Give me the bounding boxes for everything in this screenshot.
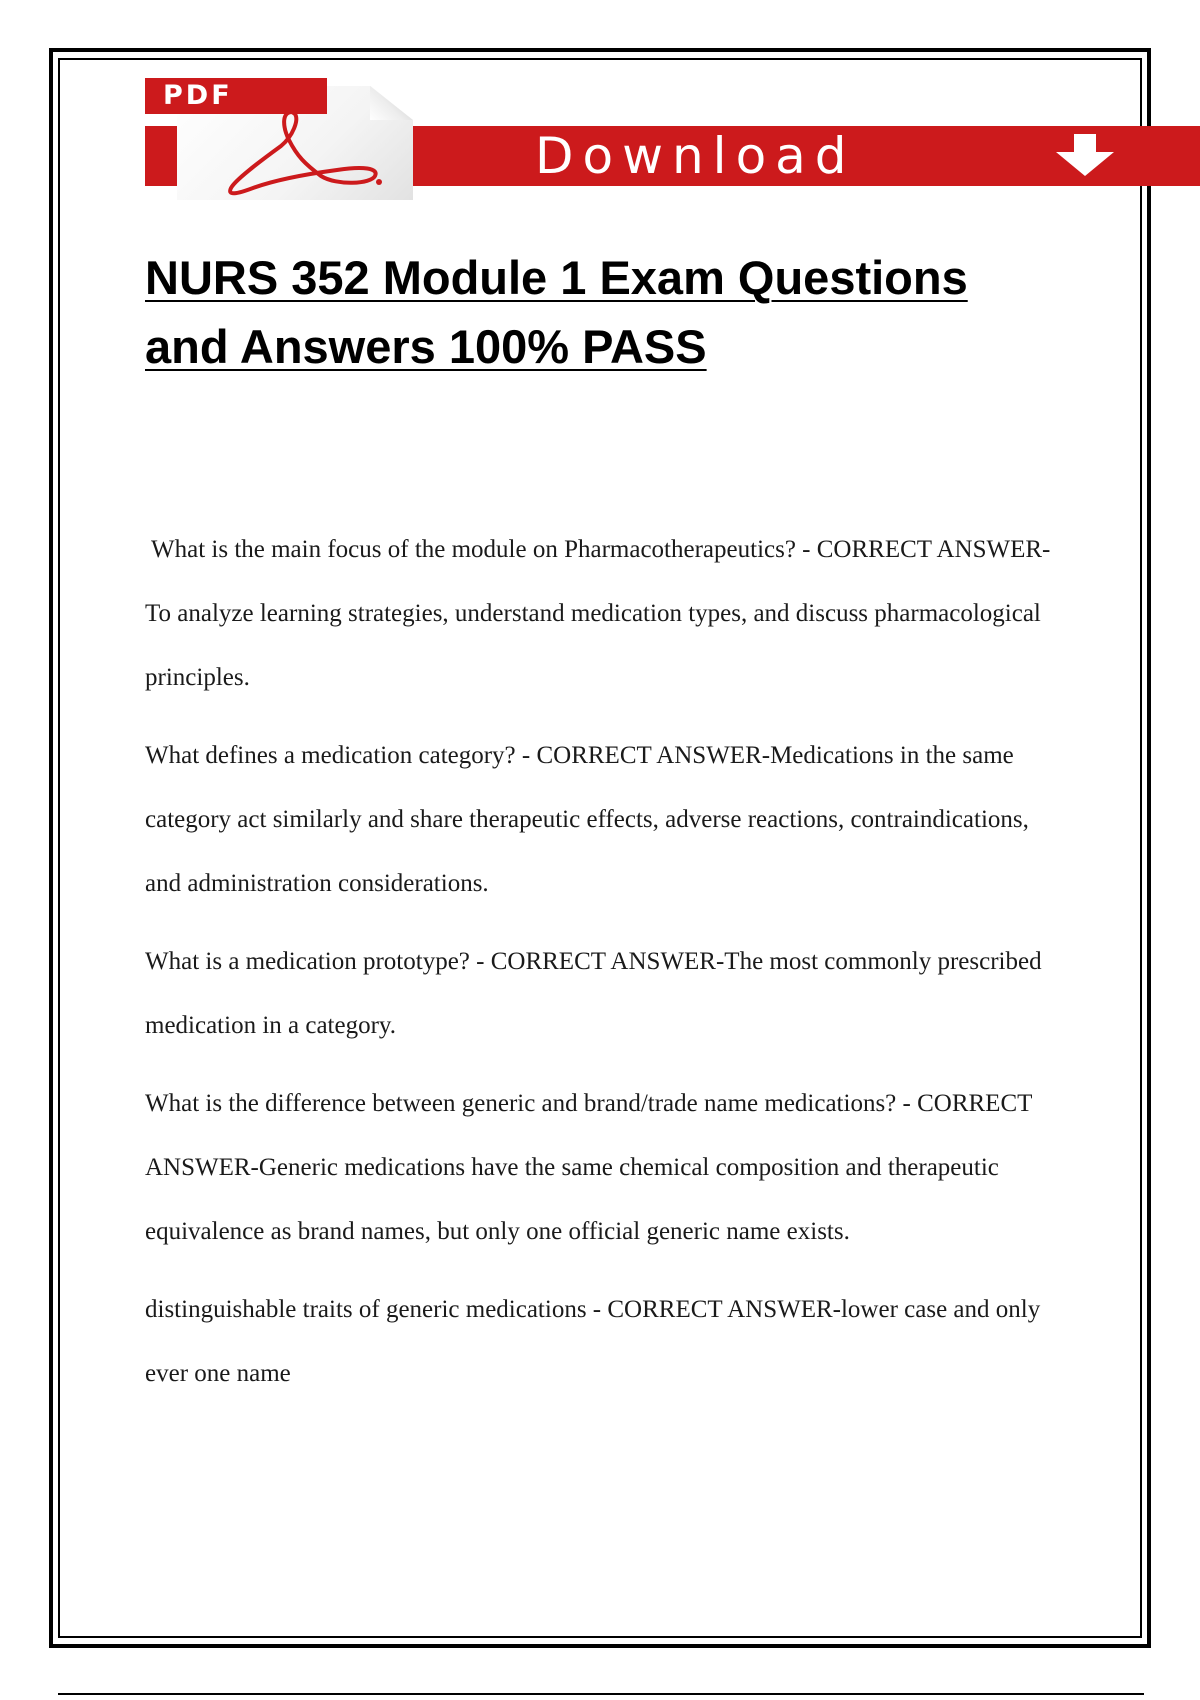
download-label[interactable]: Download [535, 127, 856, 185]
qa-item: distinguishable traits of generic medications - CORRECT ANSWER-lower case and only ever one name [145, 1296, 1041, 1387]
qa-item: What defines a medication category? - CORRECT ANSWER-Medications in the same category act similarly and share therapeutic effects, adverse reactions, contraindications, and administration considerations. [145, 742, 1029, 897]
qa-item: What is the main focus of the module on Pharmacotherapeutics? - CORRECT ANSWER-To analyze learning strategies, understand medication types, and discuss pharmacological principles. [145, 536, 1051, 691]
qa-item: What is a medication prototype? - CORRECT ANSWER-The most commonly prescribed medication in a category. [145, 948, 1042, 1039]
pdf-download-banner[interactable] [145, 78, 1200, 203]
bottom-divider [58, 1693, 1144, 1695]
download-arrow-icon[interactable] [1050, 132, 1120, 178]
acrobat-logo-icon [197, 106, 397, 198]
document-title: NURS 352 Module 1 Exam Questions and Answers 100% PASS [145, 251, 968, 373]
pdf-tag-label: PDF [163, 80, 233, 111]
qa-item: What is the difference between generic and brand/trade name medications? - CORRECT ANSWER-Generic medications have the same chemical composition and therapeutic equivalence as brand names, but only one official generic name exists. [145, 1090, 1032, 1245]
qa-list [145, 518, 1065, 1420]
